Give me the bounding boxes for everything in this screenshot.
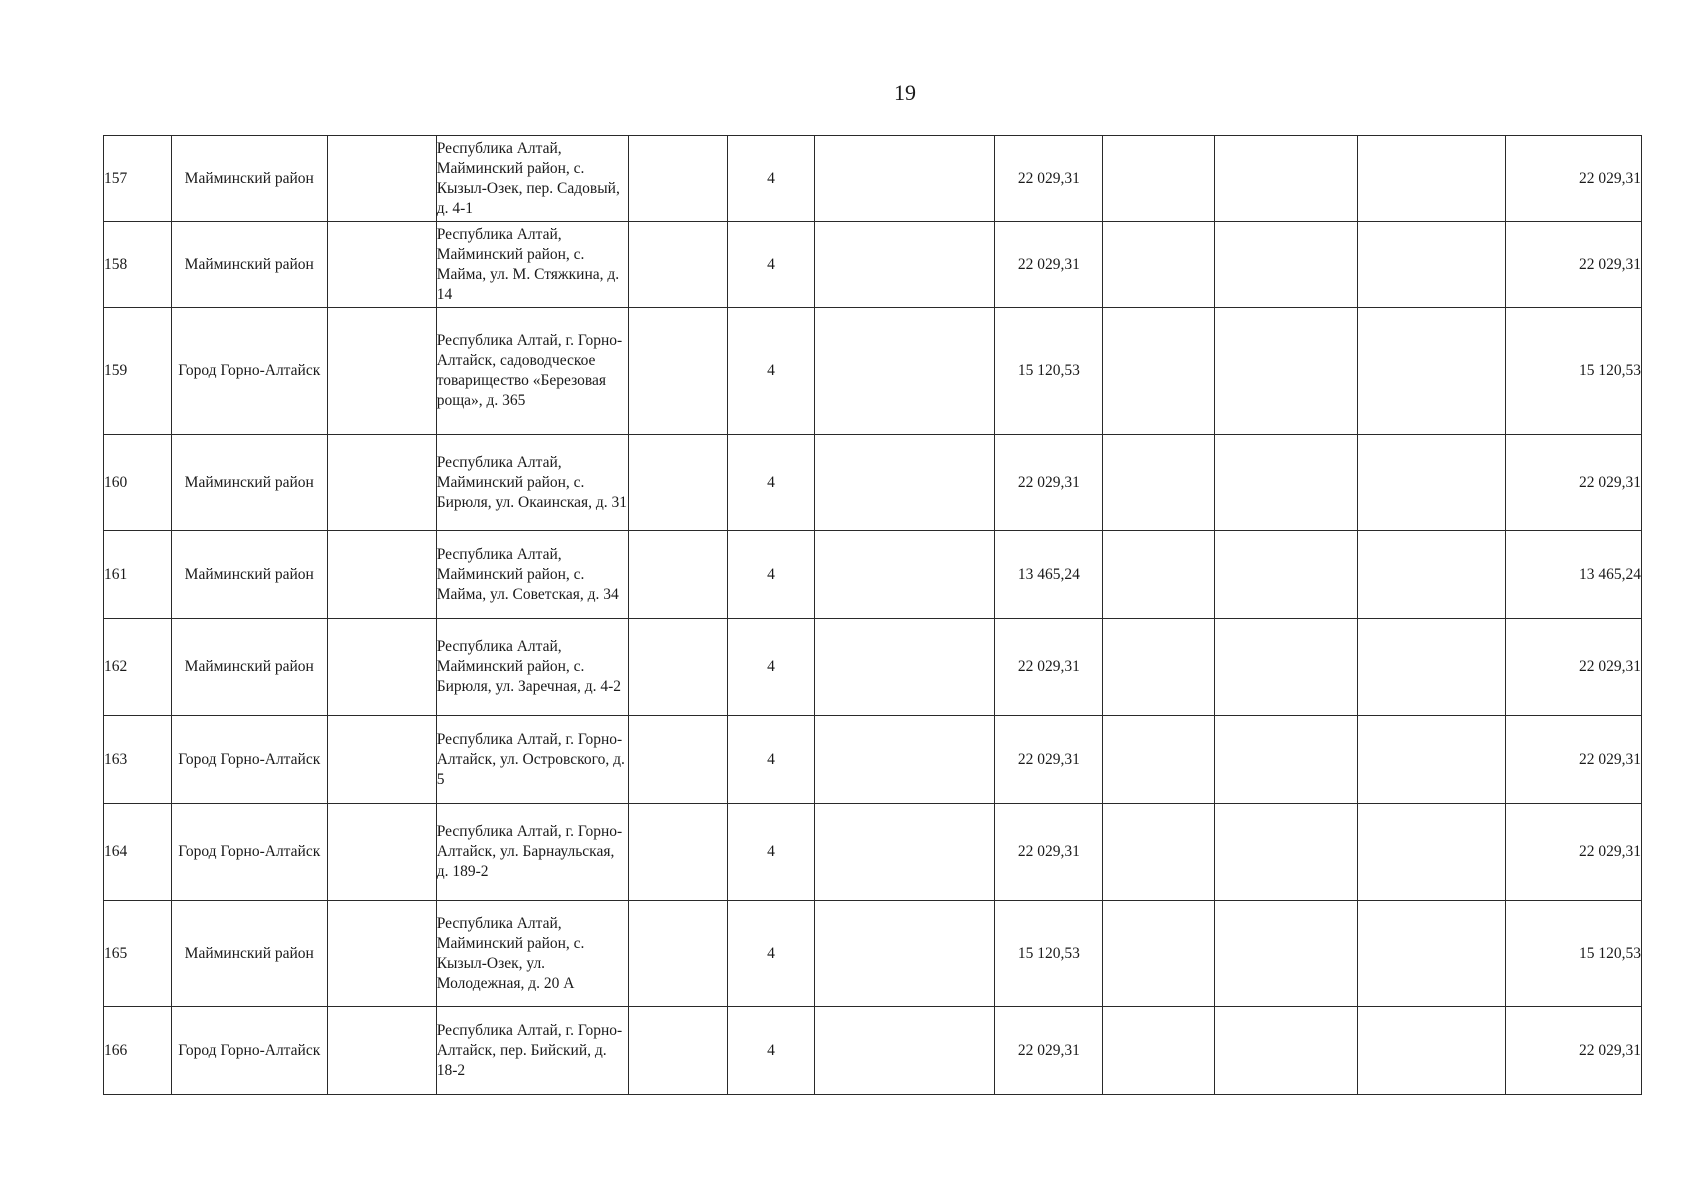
row-number: 163 — [104, 716, 172, 804]
empty-cell — [628, 136, 727, 222]
empty-cell — [1215, 136, 1358, 222]
address-cell: Республика Алтай, Майминский район, с. Майма, ул. М. Стяжкина, д. 14 — [436, 222, 628, 308]
empty-cell — [1103, 1007, 1215, 1095]
count-cell: 4 — [728, 222, 815, 308]
district-cell: Город Горно-Алтайск — [171, 716, 327, 804]
amount-cell: 22 029,31 — [995, 222, 1103, 308]
table-row — [104, 136, 1642, 222]
total-cell: 22 029,31 — [1505, 716, 1641, 804]
empty-cell — [1103, 308, 1215, 435]
empty-cell — [327, 716, 436, 804]
amount-cell: 22 029,31 — [995, 435, 1103, 531]
address-cell: Республика Алтай, Майминский район, с. Бирюля, ул. Окаинская, д. 31 — [436, 435, 628, 531]
address-cell: Республика Алтай, г. Горно-Алтайск, садоводческое товарищество «Березовая роща», д. 365 — [436, 308, 628, 435]
amount-cell: 15 120,53 — [995, 901, 1103, 1007]
address-cell: Республика Алтай, Майминский район, с. Кызыл-Озек, ул. Молодежная, д. 20 А — [436, 901, 628, 1007]
empty-cell — [1357, 716, 1505, 804]
total-cell: 22 029,31 — [1505, 435, 1641, 531]
total-cell: 22 029,31 — [1505, 619, 1641, 716]
registry-table — [103, 135, 1642, 1095]
empty-cell — [1215, 308, 1358, 435]
address-cell: Республика Алтай, г. Горно-Алтайск, пер. Бийский, д. 18-2 — [436, 1007, 628, 1095]
empty-cell — [628, 716, 727, 804]
row-number: 164 — [104, 804, 172, 901]
district-cell: Майминский район — [171, 435, 327, 531]
count-cell: 4 — [728, 901, 815, 1007]
empty-cell — [327, 531, 436, 619]
district-cell: Майминский район — [171, 136, 327, 222]
row-number: 165 — [104, 901, 172, 1007]
count-cell: 4 — [728, 716, 815, 804]
total-cell: 22 029,31 — [1505, 136, 1641, 222]
row-number: 161 — [104, 531, 172, 619]
amount-cell: 22 029,31 — [995, 716, 1103, 804]
empty-cell — [628, 619, 727, 716]
empty-cell — [327, 619, 436, 716]
empty-cell — [1357, 1007, 1505, 1095]
empty-cell — [1103, 531, 1215, 619]
empty-cell — [1357, 619, 1505, 716]
empty-cell — [628, 308, 727, 435]
empty-cell — [1103, 435, 1215, 531]
count-cell: 4 — [728, 308, 815, 435]
empty-cell — [1215, 901, 1358, 1007]
empty-cell — [327, 1007, 436, 1095]
empty-cell — [1215, 435, 1358, 531]
count-cell: 4 — [728, 531, 815, 619]
district-cell: Майминский район — [171, 901, 327, 1007]
empty-cell — [628, 1007, 727, 1095]
amount-cell: 22 029,31 — [995, 619, 1103, 716]
empty-cell — [1103, 619, 1215, 716]
empty-cell — [1215, 716, 1358, 804]
empty-cell — [814, 531, 995, 619]
district-cell: Майминский район — [171, 531, 327, 619]
empty-cell — [814, 222, 995, 308]
row-number: 159 — [104, 308, 172, 435]
table-row — [104, 222, 1642, 308]
empty-cell — [814, 901, 995, 1007]
empty-cell — [1357, 222, 1505, 308]
row-number: 160 — [104, 435, 172, 531]
table-row — [104, 716, 1642, 804]
district-cell: Город Горно-Алтайск — [171, 804, 327, 901]
total-cell: 15 120,53 — [1505, 901, 1641, 1007]
table-row — [104, 308, 1642, 435]
empty-cell — [327, 804, 436, 901]
table-row — [104, 435, 1642, 531]
empty-cell — [1103, 222, 1215, 308]
amount-cell: 13 465,24 — [995, 531, 1103, 619]
empty-cell — [814, 619, 995, 716]
empty-cell — [814, 716, 995, 804]
address-cell: Республика Алтай, Майминский район, с. Кызыл-Озек, пер. Садовый, д. 4-1 — [436, 136, 628, 222]
empty-cell — [1103, 136, 1215, 222]
count-cell: 4 — [728, 1007, 815, 1095]
empty-cell — [1357, 136, 1505, 222]
table-row — [104, 1007, 1642, 1095]
table-row — [104, 901, 1642, 1007]
empty-cell — [814, 1007, 995, 1095]
empty-cell — [1215, 531, 1358, 619]
empty-cell — [327, 136, 436, 222]
empty-cell — [628, 804, 727, 901]
row-number: 157 — [104, 136, 172, 222]
amount-cell: 22 029,31 — [995, 804, 1103, 901]
row-number: 166 — [104, 1007, 172, 1095]
amount-cell: 22 029,31 — [995, 136, 1103, 222]
empty-cell — [1357, 901, 1505, 1007]
total-cell: 22 029,31 — [1505, 222, 1641, 308]
empty-cell — [327, 222, 436, 308]
count-cell: 4 — [728, 435, 815, 531]
total-cell: 22 029,31 — [1505, 804, 1641, 901]
address-cell: Республика Алтай, Майминский район, с. Бирюля, ул. Заречная, д. 4-2 — [436, 619, 628, 716]
empty-cell — [1103, 716, 1215, 804]
address-cell: Республика Алтай, г. Горно-Алтайск, ул. Барнаульская, д. 189-2 — [436, 804, 628, 901]
empty-cell — [1215, 804, 1358, 901]
empty-cell — [1215, 222, 1358, 308]
district-cell: Город Горно-Алтайск — [171, 308, 327, 435]
empty-cell — [1215, 1007, 1358, 1095]
empty-cell — [628, 531, 727, 619]
amount-cell: 15 120,53 — [995, 308, 1103, 435]
empty-cell — [1215, 619, 1358, 716]
amount-cell: 22 029,31 — [995, 1007, 1103, 1095]
page-number: 19 — [894, 80, 916, 105]
empty-cell — [814, 804, 995, 901]
address-cell: Республика Алтай, г. Горно-Алтайск, ул. Островского, д. 5 — [436, 716, 628, 804]
empty-cell — [814, 435, 995, 531]
table-row — [104, 531, 1642, 619]
district-cell: Майминский район — [171, 619, 327, 716]
empty-cell — [814, 136, 995, 222]
empty-cell — [327, 308, 436, 435]
row-number: 158 — [104, 222, 172, 308]
empty-cell — [1357, 308, 1505, 435]
empty-cell — [628, 901, 727, 1007]
table-row — [104, 804, 1642, 901]
district-cell: Город Горно-Алтайск — [171, 1007, 327, 1095]
empty-cell — [1357, 435, 1505, 531]
total-cell: 22 029,31 — [1505, 1007, 1641, 1095]
empty-cell — [1357, 804, 1505, 901]
empty-cell — [814, 308, 995, 435]
empty-cell — [327, 435, 436, 531]
address-cell: Республика Алтай, Майминский район, с. Майма, ул. Советская, д. 34 — [436, 531, 628, 619]
empty-cell — [1103, 804, 1215, 901]
empty-cell — [1103, 901, 1215, 1007]
table-row — [104, 619, 1642, 716]
empty-cell — [628, 222, 727, 308]
total-cell: 13 465,24 — [1505, 531, 1641, 619]
district-cell: Майминский район — [171, 222, 327, 308]
row-number: 162 — [104, 619, 172, 716]
empty-cell — [327, 901, 436, 1007]
total-cell: 15 120,53 — [1505, 308, 1641, 435]
count-cell: 4 — [728, 804, 815, 901]
count-cell: 4 — [728, 136, 815, 222]
empty-cell — [628, 435, 727, 531]
empty-cell — [1357, 531, 1505, 619]
count-cell: 4 — [728, 619, 815, 716]
